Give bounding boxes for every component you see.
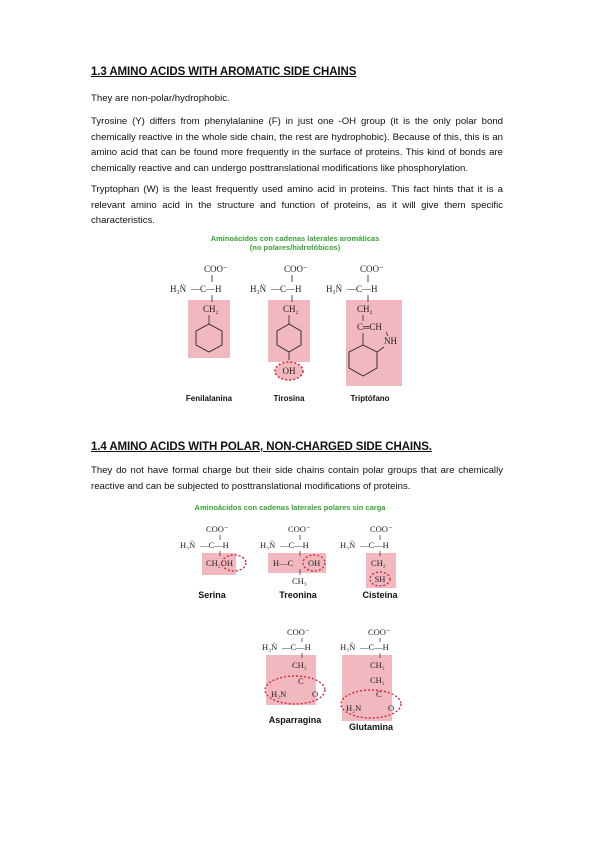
ch2-label: CH₂ xyxy=(371,558,386,568)
name-glutamine: Glutamina xyxy=(348,722,394,732)
name-serine: Serina xyxy=(198,590,226,600)
ch2-label-2: CH₂ xyxy=(370,675,385,685)
aromatic-figure-title-2: (no polares/hidrofóbicos) xyxy=(249,243,341,252)
amino-label: H₃N̈ xyxy=(340,540,356,550)
carboxylate-label: COO⁻ xyxy=(288,524,311,534)
ch2-label: CH₂ xyxy=(357,304,373,314)
threonine-structure xyxy=(260,524,326,600)
carboxylate-label: COO⁻ xyxy=(370,524,393,534)
amino-label: H₃N̈ xyxy=(262,642,278,652)
carboxylate-label: COO⁻ xyxy=(287,627,310,637)
name-cysteine: Cisteína xyxy=(362,590,398,600)
heading-aromatic: 1.3 AMINO ACIDS WITH AROMATIC SIDE CHAINS xyxy=(91,66,357,78)
alpha-carbon-label: —C—H xyxy=(360,642,389,652)
heading-polar: 1.4 AMINO ACIDS WITH POLAR, NON-CHARGED SIDE CHAINS. xyxy=(91,441,432,453)
alpha-carbon-label: —C—H xyxy=(271,284,302,294)
carboxylate-label: COO⁻ xyxy=(204,264,228,274)
aromatic-amino-acids-figure xyxy=(160,230,430,410)
carboxylate-label: COO⁻ xyxy=(360,264,384,274)
amino-label: H₃N̈ xyxy=(170,284,187,294)
tyrosine-structure xyxy=(250,264,310,380)
cysteine-structure xyxy=(340,524,398,600)
glutamine-structure xyxy=(340,627,401,732)
amino-label: H₃N̈ xyxy=(260,540,276,550)
amino-label: H₃N̈ xyxy=(250,284,267,294)
paragraph-polar: They do not have formal charge but their side chains contain polar groups that are chemically reactive and can be subjected to posttranslational modifications of proteins. xyxy=(91,465,503,492)
pyrrole-c-ch-label: C═CH xyxy=(357,322,382,332)
alpha-carbon-label: —C—H xyxy=(347,284,378,294)
amino-label: H₃N̈ xyxy=(340,642,356,652)
carboxylate-label: COO⁻ xyxy=(284,264,308,274)
phenylalanine-structure xyxy=(170,264,230,358)
name-tryptophan: Triptófano xyxy=(350,394,390,403)
alpha-carbon-label: —C—H xyxy=(360,540,389,550)
amide-nh2-label: H₂N xyxy=(346,703,362,713)
carboxylate-label: COO⁻ xyxy=(368,627,391,637)
hydroxyl-label: OH xyxy=(282,366,296,376)
amino-label: H₃N̈ xyxy=(180,540,196,550)
alpha-carbon-label: —C—H xyxy=(191,284,222,294)
thiol-label: SH xyxy=(374,574,386,584)
carbonyl-c-label: C xyxy=(376,689,382,699)
name-threonine: Treonina xyxy=(279,590,317,600)
ch3-label: CH₃ xyxy=(292,576,307,586)
name-asparagine: Asparragina xyxy=(268,715,322,725)
polar-amino-acids-figure xyxy=(170,500,420,735)
name-phenylalanine: Fenilalanina xyxy=(185,394,233,403)
ch2-label: CH₂ xyxy=(203,304,219,314)
name-tyrosine: Tirosina xyxy=(273,394,305,403)
h-c-label: H—C xyxy=(273,558,294,568)
paragraph-nonpolar: They are non-polar/hydrophobic. xyxy=(91,93,230,104)
aromatic-figure-title-1: Aminoácidos con cadenas laterales aromáticas xyxy=(210,234,380,243)
hydroxyl-label: OH xyxy=(308,558,321,568)
amino-label: H₃N̈ xyxy=(326,284,343,294)
carboxylate-label: COO⁻ xyxy=(206,524,229,534)
amide-nh2-label: H₂N xyxy=(271,689,287,699)
carbonyl-o-label: O xyxy=(312,689,319,699)
polar-figure-title: Aminoácidos con cadenas laterales polares sin carga xyxy=(194,503,386,512)
ch2-label: CH₂ xyxy=(370,660,385,670)
tryptophan-structure xyxy=(326,264,402,386)
alpha-carbon-label: —C—H xyxy=(282,642,311,652)
nh-label: NH xyxy=(384,336,397,346)
ch2oh-label: CH₂OH xyxy=(206,558,234,568)
serine-structure xyxy=(180,524,246,600)
ch2-label: CH₂ xyxy=(292,660,307,670)
asparagine-structure xyxy=(262,627,325,725)
carbonyl-c-label: C xyxy=(298,676,304,686)
alpha-carbon-label: —C—H xyxy=(280,540,309,550)
ch2-label: CH₂ xyxy=(283,304,299,314)
carbonyl-o-label: O xyxy=(388,703,395,713)
alpha-carbon-label: —C—H xyxy=(200,540,229,550)
paragraph-tryptophan: Tryptophan (W) is the least frequently used amino acid in proteins. This fact hints that it is a relevant amino acid in the structure and function of proteins, as it will give them specific characteristics. xyxy=(91,184,503,226)
paragraph-tyrosine: Tyrosine (Y) differs from phenylalanine (F) in just one -OH group (it is the only polar bond chemically reactive in the whole side chain, the rest are hydrophobic). Because of this, this is an amino acid that can be found more frequently in the surface of proteins. This kind of bonds are chemically reactive and can undergo posttranslational modifications like phosphorylation. xyxy=(91,116,503,174)
